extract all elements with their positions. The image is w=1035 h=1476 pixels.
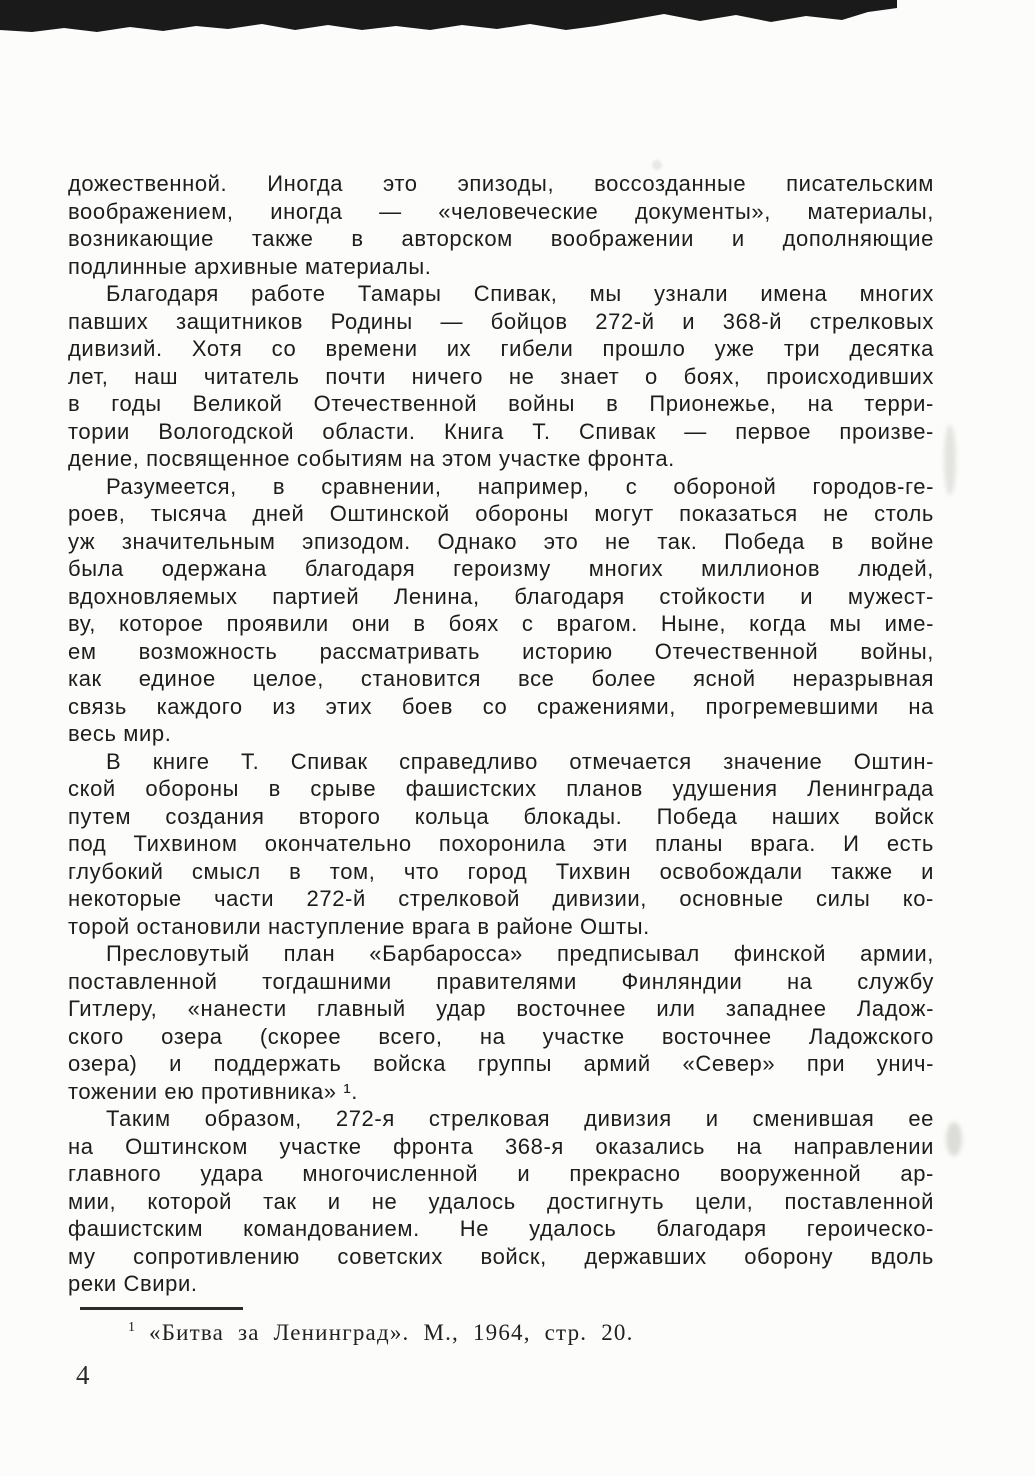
text-line: му сопротивлению советских войск, державших оборону вдоль [68,1243,934,1269]
scan-smudge [944,425,956,495]
text-line: глубокий смысл в том, что город Тихвин освобождали также и [68,858,934,884]
text-line: поставленной тогдашними правителями Финляндии на службу [68,968,934,994]
scan-smudge [946,1122,962,1156]
text-line: тожении ею противника» ¹. [68,1078,358,1104]
paragraph [68,1105,934,1298]
paragraph [68,940,934,1105]
text-line: воображением, иногда — «человеческие документы», материалы, [68,198,934,224]
footnote-text: «Битва за Ленинград». М., 1964, стр. 20. [149,1320,634,1345]
text-line: связь каждого из этих боев со сражениями, прогремевшими на [68,693,934,719]
text-line: возникающие также в авторском воображении и дополняющие [68,226,934,251]
text-line: Пресловутый план «Барбаросса» предписывал финской армии, [106,941,934,966]
text-line: путем создания второго кольца блокады. Победа наших войск [68,803,934,829]
text-line: роев, тысяча дней Оштинской обороны могут показаться не столь [68,501,934,526]
footnote [68,1318,934,1348]
text-line: Благодаря работе Тамары Спивак, мы узнали имена многих [106,281,934,306]
text-line: Разумеется, в сравнении, например, с обороной городов-ге- [106,473,934,499]
text-line: подлинные архивные материалы. [68,253,432,279]
text-line: лет, наш читатель почти ничего не знает о боях, происходивших [68,363,934,389]
text-line: Гитлеру, «нанести главный удар восточнее или западнее Ладож- [68,996,934,1021]
text-line: дожественной. Иногда это эпизоды, воссозданные писательским [68,171,934,196]
text-line: дивизий. Хотя со времени их гибели прошло уже три десятка [68,336,934,361]
text-line: В книге Т. Спивак справедливо отмечается значение Оштин- [106,748,934,774]
body-text [68,170,934,1298]
text-line: озера) и поддержать войска группы армий «Север» при унич- [68,1051,934,1076]
text-line: ской обороны в срыве фашистских планов удушения Ленинграда [68,776,934,801]
text-line: торой остановили наступление врага в районе Ошты. [68,913,650,939]
paragraph [68,473,934,748]
scan-smudge [652,160,662,170]
text-line: ского озера (скорее всего, на участке восточнее Ладожского [68,1023,934,1049]
text-line: уж значительным эпизодом. Однако это не так. Победа в войне [68,528,934,554]
text-line: мии, которой так и не удалось достигнуть цели, поставленной [68,1188,934,1214]
text-line: некоторые части 272-й стрелковой дивизии, основные силы ко- [68,886,934,911]
text-line: была одержана благодаря героизму многих миллионов людей, [68,556,934,581]
paragraph [68,280,934,473]
text-line: тории Вологодской области. Книга Т. Спивак — первое произве- [68,418,934,444]
text-line: дение, посвященное событиям на этом участке фронта. [68,446,675,471]
text-line: под Тихвином окончательно похоронила эти планы врага. И есть [68,831,934,856]
text-line: Таким образом, 272-я стрелковая дивизия и сменившая ее [106,1106,934,1131]
text-line: реки Свири. [68,1271,198,1296]
text-line: весь мир. [68,721,172,746]
scan-artifact-top-edge [0,0,897,34]
text-line: павших защитников Родины — бойцов 272-й и 368-й стрелковых [68,308,934,334]
page-number: 4 [76,1360,90,1390]
paragraph [68,748,934,941]
footnote-marker: 1 [128,1320,135,1336]
text-line: на Оштинском участке фронта 368-я оказались на направлении [68,1133,934,1159]
text-line: фашистским командованием. Не удалось благодаря героическо- [68,1216,934,1241]
footnote-separator [80,1307,243,1310]
text-line: в годы Великой Отечественной войны в Прионежье, на терри- [68,391,934,416]
text-line: ву, которое проявили они в боях с врагом. Ныне, когда мы име- [68,611,934,636]
paragraph [68,170,934,280]
text-line: ем возможность рассматривать историю Отечественной войны, [68,638,934,664]
text-line: как единое целое, становится все более ясной неразрывная [68,666,934,691]
text-line: главного удара многочисленной и прекрасно вооруженной ар- [68,1161,934,1186]
text-line: вдохновляемых партией Ленина, благодаря стойкости и мужест- [68,583,934,609]
